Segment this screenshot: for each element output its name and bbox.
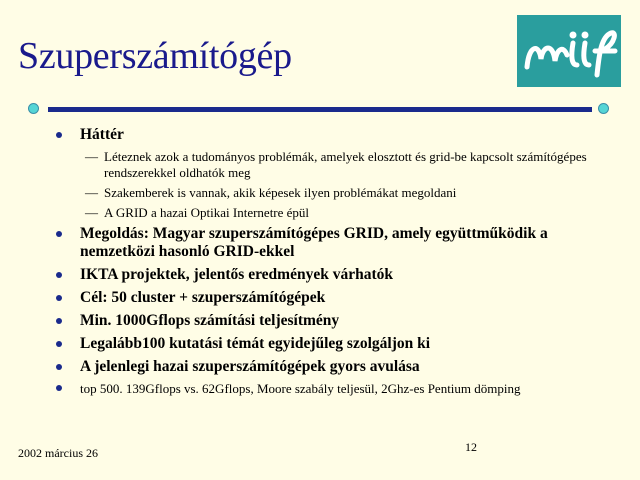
- divider-dot-left: [28, 103, 39, 114]
- sub-bullet-item: [56, 149, 596, 181]
- bullet-item: [56, 266, 596, 284]
- bullet-icon: [56, 231, 62, 237]
- bullet-item: [56, 126, 596, 144]
- bullet-item: [56, 225, 596, 261]
- bullet-item: [56, 381, 596, 397]
- sub-bullet-item: [56, 185, 596, 201]
- bullet-text: IKTA projektek, jelentős eredmények várhatók: [80, 266, 393, 283]
- dash-icon: —: [85, 205, 98, 220]
- miif-logo: [517, 15, 621, 87]
- slide-title: Szuperszámítógép: [18, 35, 292, 77]
- bullet-item: [56, 358, 596, 376]
- bullet-icon: [56, 132, 62, 138]
- bullet-item: [56, 312, 596, 330]
- bullet-icon: [56, 385, 62, 391]
- bullet-icon: [56, 295, 62, 301]
- footer-date: 2002 március 26: [18, 446, 98, 460]
- bullet-text: Megoldás: Magyar szuperszámítógépes GRID, amely együttműködik a nemzetközi hasonló GRID-ekkel: [80, 225, 548, 260]
- bullet-list: [56, 126, 596, 402]
- bullet-item: [56, 289, 596, 307]
- bullet-icon: [56, 272, 62, 278]
- sub-bullet-text: A GRID a hazai Optikai Internetre épül: [104, 205, 310, 220]
- sub-bullet-text: Léteznek azok a tudományos problémák, amelyek elosztott és grid-be kapcsolt számítógépes rendszerekkel oldhatók meg: [104, 149, 587, 180]
- bullet-icon: [56, 318, 62, 324]
- bullet-text: A jelenlegi hazai szuperszámítógépek gyors avulása: [80, 358, 420, 375]
- divider-dot-right: [598, 103, 609, 114]
- dash-icon: —: [85, 149, 98, 164]
- dash-icon: —: [85, 185, 98, 200]
- bullet-text: Legalább100 kutatási témát egyidejűleg szolgáljon ki: [80, 335, 431, 352]
- sub-bullet-item: [56, 205, 596, 221]
- bullet-text: Cél: 50 cluster + szuperszámítógépek: [80, 289, 326, 306]
- bullet-text: top 500. 139Gflops vs. 62Gflops, Moore szabály teljesül, 2Ghz-es Pentium dömping: [80, 381, 521, 396]
- sub-bullet-text: Szakemberek is vannak, akik képesek ilyen problémákat megoldani: [104, 185, 457, 200]
- miif-logo-icon: [517, 15, 621, 87]
- bullet-text: Háttér: [80, 126, 124, 143]
- bullet-icon: [56, 364, 62, 370]
- bullet-text: Min. 1000Gflops számítási teljesítmény: [80, 312, 340, 329]
- bullet-icon: [56, 341, 62, 347]
- bullet-item: [56, 335, 596, 353]
- page-number: 12: [465, 440, 477, 454]
- divider-bar: [48, 107, 592, 112]
